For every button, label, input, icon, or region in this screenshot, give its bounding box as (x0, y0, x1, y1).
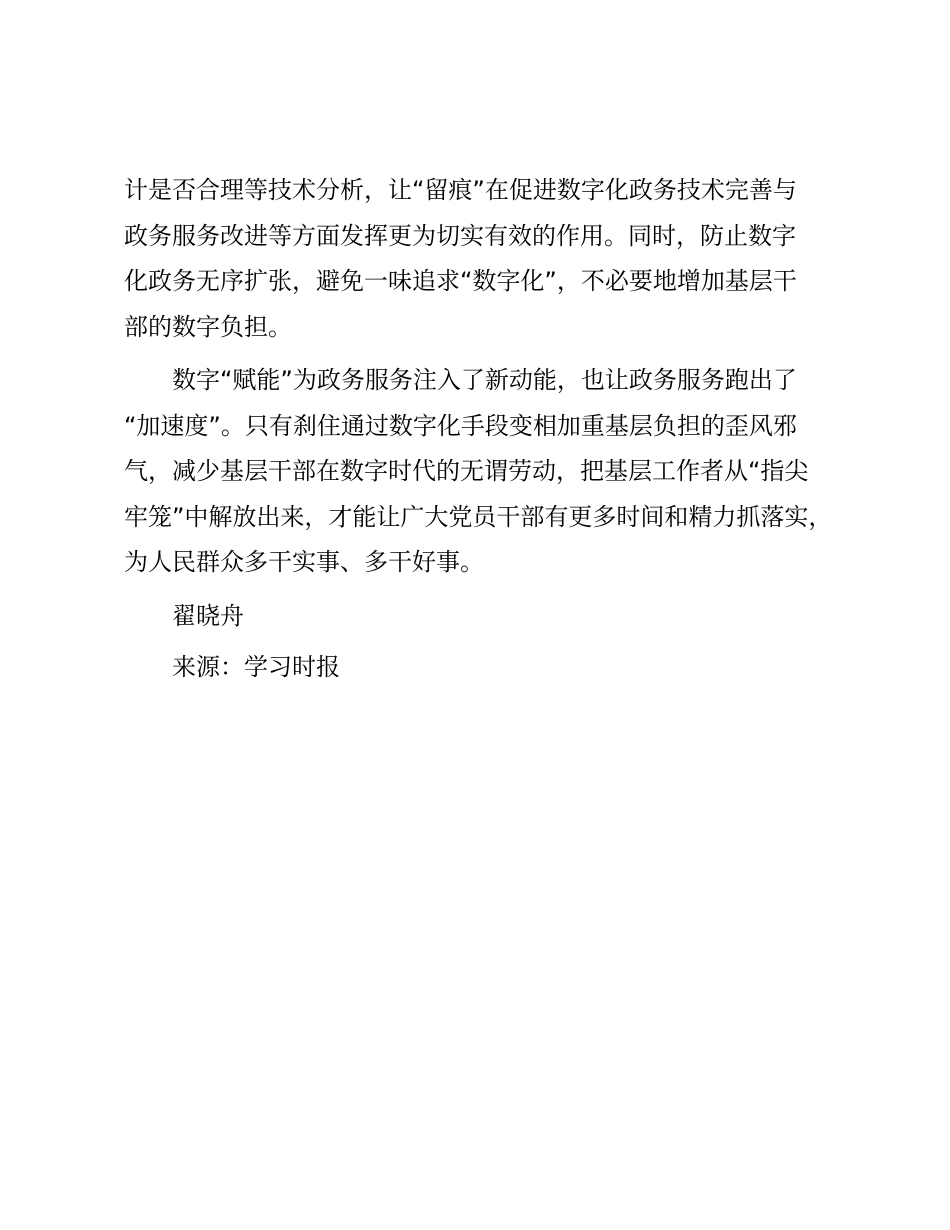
paragraph-line: 气，减少基层干部在数字时代的无谓劳动，把基层工作者从“指尖 (124, 457, 809, 485)
author-name: 翟晓舟 (172, 601, 244, 630)
paragraph-line: 部的数字负担。 (124, 312, 292, 341)
paragraph-2 (124, 358, 864, 586)
article-body (124, 168, 864, 691)
paragraph-line: 计是否合理等技术分析，让“留痕”在促进数字化政务技术完善与 (124, 176, 797, 204)
paragraph-line: “加速度”。只有刹住通过数字化手段变相加重基层负担的歪风邪 (124, 411, 797, 440)
paragraph-line: 为人民群众多干实事、多干好事。 (124, 548, 484, 576)
paragraph-line: 化政务无序扩张，避免一味追求“数字化”，不必要地增加基层干 (124, 267, 797, 295)
paragraph-line: 数字“赋能”为政务服务注入了新动能，也让政务服务跑出了 (172, 366, 797, 394)
paragraph-1 (124, 168, 864, 350)
paragraph-line: 政务服务改进等方面发挥更为切实有效的作用。同时，防止数字 (124, 221, 796, 250)
paragraph-line: 牢笼”中解放出来，才能让广大党员干部有更多时间和精力抓落实， (124, 502, 833, 531)
source-line: 来源：学习时报 (172, 653, 340, 681)
